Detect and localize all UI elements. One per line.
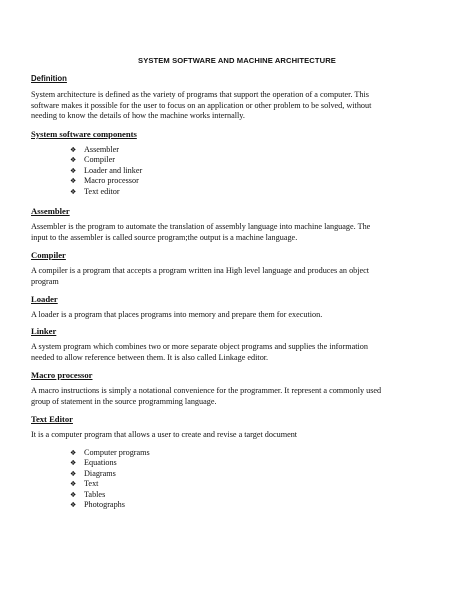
diamond-bullet-icon: ❖: [70, 490, 77, 499]
list-item-label: Equations: [84, 458, 117, 468]
text-editor-heading: Text Editor: [31, 414, 73, 424]
list-item-label: Text editor: [84, 186, 120, 196]
text-line: group of statement in the source programming language.: [31, 396, 217, 406]
definition-heading: Definition: [31, 74, 67, 83]
list-item: [70, 500, 150, 510]
text-line: A loader is a program that places programs into memory and prepare them for execution.: [31, 310, 323, 319]
loader-paragraph: [31, 310, 443, 321]
list-item: [70, 448, 150, 458]
text-line: A system program which combines two or more separate object programs and supplies the information: [31, 342, 368, 351]
text-line: needing to know the details of how the machine works internally.: [31, 111, 245, 121]
list-item-label: Diagrams: [84, 468, 116, 478]
diamond-bullet-icon: ❖: [70, 469, 77, 478]
diamond-bullet-icon: ❖: [70, 166, 77, 175]
diamond-bullet-icon: ❖: [70, 480, 77, 489]
list-item: [70, 187, 142, 197]
text-editor-list: [70, 448, 150, 510]
list-item-label: Tables: [84, 489, 106, 499]
linker-paragraph: [31, 342, 443, 363]
text-line: A macro instructions is simply a notational convenience for the programmer. It represent a commonly used: [31, 386, 382, 395]
linker-heading: Linker: [31, 326, 57, 336]
components-heading: System software components: [31, 129, 137, 139]
text-line: program: [31, 276, 59, 286]
compiler-heading: Compiler: [31, 250, 66, 260]
list-item: [70, 155, 142, 165]
text-line: input to the assembler is called source program;the output is a machine language.: [31, 232, 298, 242]
text-line: needed to allow reference between them. It is also called Linkage editor.: [31, 352, 269, 362]
diamond-bullet-icon: ❖: [70, 187, 77, 196]
list-item-label: Text: [84, 479, 99, 489]
list-item-label: Compiler: [84, 155, 115, 165]
diamond-bullet-icon: ❖: [70, 449, 77, 457]
text-line: software makes it possible for the user to focus on an application or other problem to be solved, without: [31, 100, 372, 110]
diamond-bullet-icon: ❖: [70, 501, 77, 510]
document-title: SYSTEM SOFTWARE AND MACHINE ARCHITECTURE: [138, 56, 336, 65]
loader-heading: Loader: [31, 294, 58, 304]
list-item-label: Computer programs: [84, 448, 150, 457]
text-line: It is a computer program that allows a user to create and revise a target document: [31, 430, 298, 439]
components-list: [70, 145, 142, 197]
text-line: System architecture is defined as the variety of programs that support the operation of a computer. This: [31, 90, 369, 99]
diamond-bullet-icon: ❖: [70, 146, 77, 154]
list-item-label: Photographs: [84, 500, 125, 510]
macro-processor-heading: Macro processor: [31, 370, 93, 380]
macro-processor-paragraph: [31, 386, 443, 407]
list-item: [70, 166, 142, 176]
text-line: Assembler is the program to automate the translation of assembly language into machine language. The: [31, 222, 371, 231]
text-editor-paragraph: [31, 430, 443, 441]
diamond-bullet-icon: ❖: [70, 177, 77, 186]
diamond-bullet-icon: ❖: [70, 156, 77, 165]
diamond-bullet-icon: ❖: [70, 459, 77, 468]
list-item: [70, 479, 150, 489]
list-item-label: Assembler: [84, 145, 120, 154]
list-item-label: Macro processor: [84, 176, 139, 186]
assembler-paragraph: [31, 222, 443, 243]
text-line: A compiler is a program that accepts a program written ina High level language and produces an object: [31, 266, 370, 275]
definition-paragraph: [31, 90, 443, 122]
list-item: [70, 145, 142, 155]
compiler-paragraph: [31, 266, 443, 287]
assembler-heading: Assembler: [31, 206, 70, 216]
list-item: [70, 469, 150, 479]
list-item: [70, 176, 142, 186]
list-item-label: Loader and linker: [84, 165, 143, 175]
list-item: [70, 490, 150, 500]
list-item: [70, 458, 150, 468]
